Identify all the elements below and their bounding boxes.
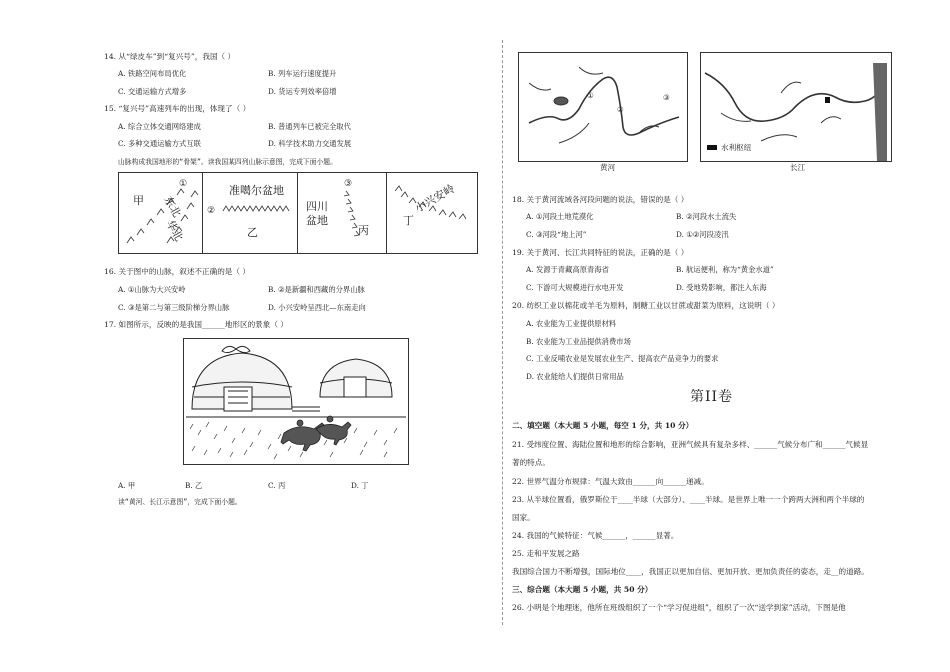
question-21-line1: 21. 受纬度位置、海陆位置和地形的综合影响，亚洲气候具有复杂多样、______气候分布广和______气候显 [512,440,869,449]
mountain-range-graphic [387,173,477,253]
mountain-panel-jia [119,173,203,253]
yellow-river-map [518,52,688,162]
q19-option-d: D. 受地势影响，都注入东海 [676,283,767,292]
q20-option-d: D. 农业能给人们提供日常用品 [526,372,624,381]
q18-option-b: B. ②河段水土流失 [676,212,737,221]
label-sichuan: 四川 [306,201,328,213]
label-dongbei: 东北 [161,194,183,220]
question-14: 14. 从“绿皮车”到“复兴号”，我国（ ） [104,52,236,61]
q15-option-b: B. 普通列车已被完全取代 [268,122,351,131]
q15-option-d: D. 科学技术助力交通发展 [268,139,352,148]
q19-option-b: B. 航运便利，称为“黄金水道” [676,265,774,274]
q19-option-a: A. 发源于青藏高原青海省 [526,265,609,274]
question-19: 19. 关于黄河、长江共同特征的说法，正确的是（ ） [512,248,689,257]
label-bing: 丙 [358,225,369,237]
rivers-map-figure [518,52,890,172]
map-label-circle-1: ① [587,91,594,100]
question-23-line1: 23. 从半球位置看，俄罗斯位于____半球（大部分）、____半球。是世界上唯一一个跨两大洲和两个半球的 [512,495,865,504]
legend-hydro-hub: 水利枢纽 [721,143,752,152]
question-26: 26. 小明是个地理迷，他所在班级组织了一个“学习促进组”，组织了一次“送学到家”活动，下图是他 [512,603,846,612]
q16-option-d: D. 小兴安岭呈西北—东南走向 [268,303,366,312]
label-circle-3: ③ [344,178,353,188]
q16-option-a: A. ①山脉为大兴安岭 [118,285,186,294]
q20-option-a: A. 农业能为工业提供原材料 [526,319,617,328]
question-24: 24. 我国的气候特征：气候______，______显著。 [512,531,679,540]
q14-option-d: D. 货运专列效率倍增 [268,87,337,96]
part-two-title: 第II卷 [690,389,734,405]
q18-option-d: D. ①②河段凌汛 [676,230,729,239]
map-label-circle-3: ③ [663,93,670,102]
q17-option-c: C. 丙 [268,481,286,490]
q14-option-a: A. 铁路空间布局优化 [118,69,187,78]
q17-option-a: A. 甲 [118,481,136,490]
q20-option-c: C. 工业反哺农业是发展农业生产、提高农产品竞争力的要求 [526,354,719,363]
mountain-range-graphic [298,173,386,253]
q16-option-b: B. ②是新疆和西藏的分界山脉 [268,285,365,294]
grassland-yurt-illustration [183,338,409,465]
question-25-text: 我国综合国力不断增强，国际地位____，我国正以更加自信、更加开放、更加负责任的姿态，走__的道路。 [512,567,869,576]
section-fill-blank-heading: 二、填空题（本大题 5 小题，每空 1 分，共 10 分） [512,421,694,430]
q19-option-c: C. 下游可大规模进行水电开发 [526,283,624,292]
q14-option-b: B. 列车运行速度提升 [268,69,337,78]
mountains-intro: 山脉构成我国地形的“骨架”。读我国某四列山脉示意图，完成下面小题。 [118,158,337,166]
question-16: 16. 关于图中的山脉，叙述不正确的是（ ） [104,267,250,276]
mountain-panel-yi [203,173,298,253]
label-circle-2: ② [207,205,216,215]
section-comprehensive-heading: 三、综合题（本大题 5 小题，共 50 分） [512,585,653,594]
rivers-intro: 读“黄河、长江示意图”，完成下面小题。 [118,498,242,506]
label-junggar-basin: 准噶尔盆地 [229,185,284,197]
label-basin: 盆地 [306,215,328,227]
q17-option-b: B. 乙 [185,481,203,490]
map-label-circle-2: ② [617,105,624,114]
question-17: 17. 如图所示，反映的是我国______地形区的景象（ ） [104,320,288,329]
label-circle-1: ① [179,178,188,188]
q16-option-c: C. ③是第二与第三级阶梯分界山脉 [118,303,230,312]
mountain-diagram [118,172,478,254]
q15-option-a: A. 综合立体交通网络建成 [118,122,201,131]
question-18: 18. 关于黄河流域各河段问题的说法，错误的是（ ） [512,195,689,204]
yangtze-river-map [700,52,892,162]
yellow-river-drawing [519,53,687,161]
caption-changjiang: 长江 [790,163,806,172]
yurt-drawing [184,339,408,464]
question-23-line2: 国家。 [512,513,535,522]
question-15: 15. “复兴号”高速列车的出现，体现了（ ） [104,104,251,113]
mountain-panel-bing [298,173,387,253]
label-ding: 丁 [403,215,414,227]
q20-option-b: B. 农业能为工业品提供消费市场 [526,337,631,346]
q15-option-c: C. 多种交通运输方式互联 [118,139,201,148]
q18-option-c: C. ③河段“地上河” [526,230,587,239]
question-21-line2: 著的特点。 [512,458,550,467]
label-jia: 甲 [133,195,144,207]
question-20: 20. 纺织工业以棉花或羊毛为原料，制糖工业以甘蔗或甜菜为原料，这说明（ ） [512,301,780,310]
question-25: 25. 走和平发展之路 [512,549,580,558]
label-yi: 乙 [247,227,258,239]
q14-option-c: C. 交通运输方式增多 [118,87,187,96]
caption-huanghe: 黄河 [600,163,616,172]
column-divider [502,40,503,625]
q18-option-a: A. ①河段土地荒漠化 [526,212,594,221]
mountain-range-graphic [119,173,202,253]
label-huabei: 华北 [163,218,185,244]
question-22: 22. 世界气温分布规律：气温大致由______向______递减。 [512,477,709,486]
label-xiaoxinganling: 小兴安岭 [412,182,458,216]
mountain-panel-ding [387,173,477,253]
q17-option-d: D. 丁 [351,481,369,490]
